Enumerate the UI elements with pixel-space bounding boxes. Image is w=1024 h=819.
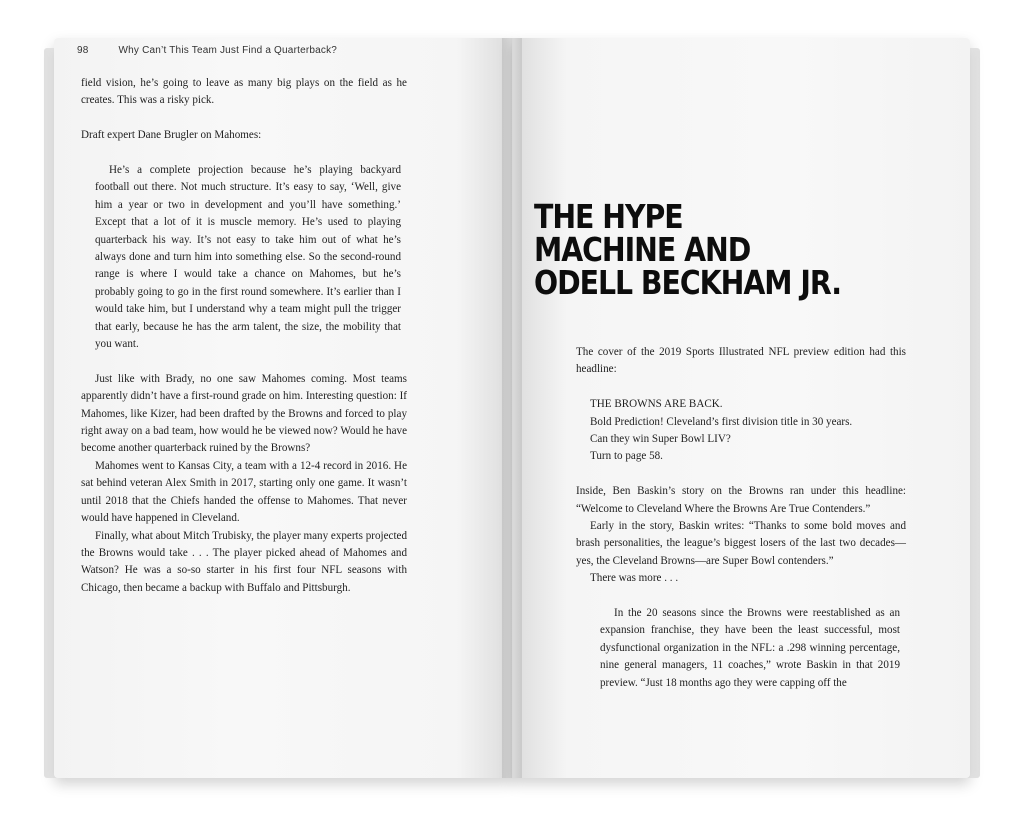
chapter-title-line: THE HYPE xyxy=(534,197,683,236)
paragraph-more: There was more . . . xyxy=(590,572,679,585)
headline-line: THE BROWNS ARE BACK. xyxy=(590,398,723,411)
block-quote-text: He’s a complete projection because he’s playing backyard football out there. Not much structure. It’s easy to say, ‘Well, give him a year or two in development and you’ll have something.’ Except that a lot of it is muscle memory. He’s used to playing quarterback his way. It’s not easy to take him out of what he’s always done and turn him into something else. So the second-round range is where I would take a chance on Mahomes, but he’s probably going to go in the first round somewhere. It’s earlier than I would take him, but I understand why a team might pull the trigger that early, because he has the arm talent, the size, the mobility that you want. xyxy=(95,164,401,351)
paragraph-kansas-city: Mahomes went to Kansas City, a team with a 12-4 record in 2016. He sat behind veteran Alex Smith in 2017, starting only one game. It wasn’t until 2018 that the Chiefs handed the offense to Mahomes. That never would have happened in Cleveland. xyxy=(81,459,407,525)
paragraph-cover: The cover of the 2019 Sports Illustrated NFL preview edition had this headline: xyxy=(576,346,906,376)
right-page-text xyxy=(576,344,906,692)
running-head-title: Why Can’t This Team Just Find a Quarterback? xyxy=(118,45,338,56)
paragraph-continued: field vision, he’s going to leave as many big plays on the field as he creates. This was a risky pick. xyxy=(81,77,407,107)
chapter-title xyxy=(534,197,844,302)
block-quote-text: In the 20 seasons since the Browns were reestablished as an expansion franchise, they have been the least successful, most dysfunctional organization in the NFL: a .298 winning percentage, nine general managers, 11 coaches,” wrote Baskin in that 2019 preview. “Just 18 months ago they were capping off the xyxy=(600,607,900,689)
running-head xyxy=(77,45,337,56)
magazine-headline xyxy=(576,396,906,466)
block-quote xyxy=(576,605,906,692)
paragraph-brady: Just like with Brady, no one saw Mahomes coming. Most teams apparently didn’t have a first-round grade on him. Interesting question: If Mahomes, like Kizer, had been drafted by the Browns and forced to play right away on a bad team, how would he be viewed now? Would he have become another quarterback ruined by the Browns? xyxy=(81,372,407,455)
block-quote xyxy=(81,162,407,353)
chapter-title-line: MACHINE AND xyxy=(534,230,751,269)
book-gutter xyxy=(502,38,522,778)
paragraph-trubisky: Finally, what about Mitch Trubisky, the player many experts projected the Browns would take . . . The player picked ahead of Mahomes and Watson? He was a so-so starter in his first four NFL seasons with Chicago, then became a backup with Buffalo and Pittsburgh. xyxy=(81,529,407,594)
chapter-title-line: ODELL BECKHAM JR. xyxy=(534,263,841,302)
paragraph-early: Early in the story, Baskin writes: “Thanks to some bold moves and brash personalities, the league’s biggest losers of the last two decades—yes, the Cleveland Browns—are Super Bowl contenders.” xyxy=(576,520,906,567)
paragraph-intro: Draft expert Dane Brugler on Mahomes: xyxy=(81,129,262,142)
left-page-text xyxy=(81,75,407,597)
headline-line: Turn to page 58. xyxy=(590,450,663,463)
paragraph-inside: Inside, Ben Baskin’s story on the Browns ran under this headline: “Welcome to Cleveland Where the Browns Are True Contenders.” xyxy=(576,485,906,515)
headline-line: Bold Prediction! Cleveland’s first division title in 30 years. xyxy=(590,415,853,428)
headline-line: Can they win Super Bowl LIV? xyxy=(590,433,731,446)
page-number: 98 xyxy=(77,45,89,56)
